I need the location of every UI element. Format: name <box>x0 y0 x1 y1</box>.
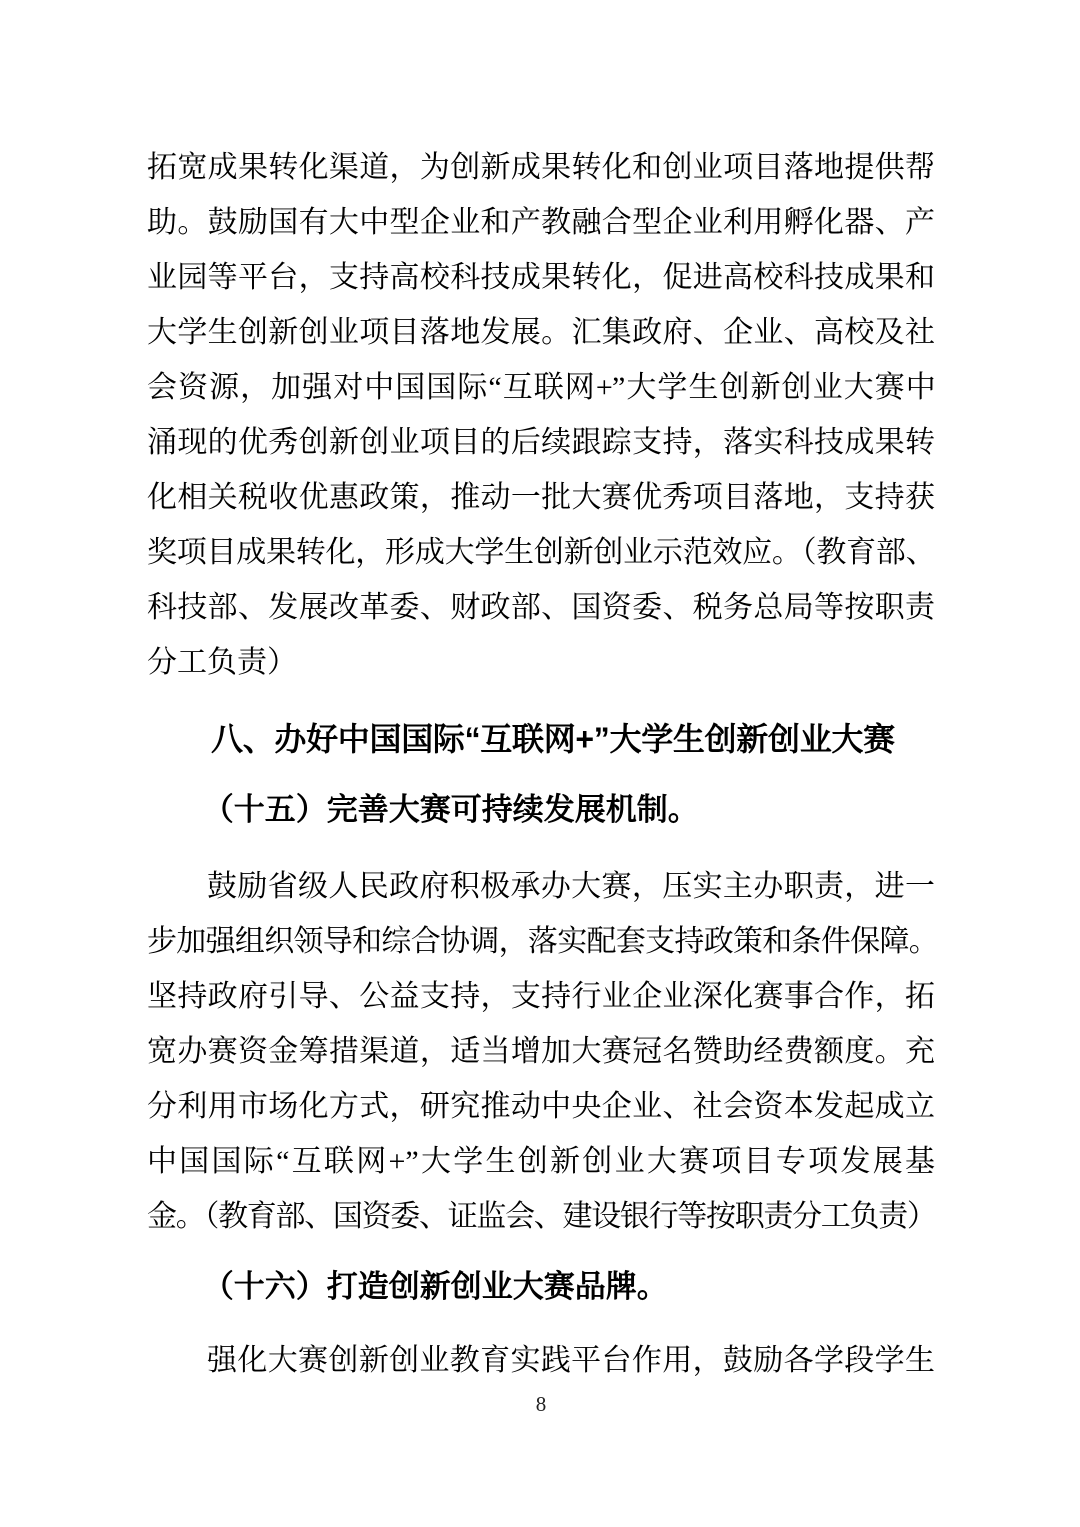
text-line: 拓宽成果转化渠道，为创新成果转化和创业项目落地提供帮 <box>147 151 935 184</box>
text-line: 中国国际“互联网+”大学生创新创业大赛项目专项发展基 <box>147 1145 935 1178</box>
text-line: 分利用市场化方式，研究推动中央企业、社会资本发起成立 <box>147 1090 935 1123</box>
paragraph-continuation <box>147 140 935 690</box>
text-line: 化相关税收优惠政策，推动一批大赛优秀项目落地，支持获 <box>147 481 935 514</box>
paragraph <box>147 1333 935 1388</box>
page-number: 8 <box>535 1392 547 1416</box>
text-line: 坚持政府引导、公益支持，支持行业企业深化赛事合作，拓 <box>147 980 935 1013</box>
text-line: 分工负责） <box>147 646 297 679</box>
paragraph <box>147 859 939 1244</box>
document-body <box>147 140 939 1416</box>
text-line: 宽办赛资金筹措渠道，适当增加大赛冠名赞助经费额度。充 <box>147 1035 935 1068</box>
text-line: 步加强组织领导和综合协调，落实配套支持政策和条件保障。 <box>147 925 939 958</box>
text-line: 强化大赛创新创业教育实践平台作用，鼓励各学段学生 <box>207 1344 935 1377</box>
text-line: 科技部、发展改革委、财政部、国资委、税务总局等按职责 <box>147 591 935 624</box>
text-line: 助。鼓励国有大中型企业和产教融合型企业利用孵化器、产 <box>147 206 935 239</box>
text-line: 大学生创新创业项目落地发展。汇集政府、企业、高校及社 <box>147 316 935 349</box>
text-line: 金。（教育部、国资委、证监会、建设银行等按职责分工负责） <box>147 1200 935 1233</box>
text-line: 涌现的优秀创新创业项目的后续跟踪支持，落实科技成果转 <box>147 426 935 459</box>
subsection-heading-16: （十六）打造创新创业大赛品牌。 <box>202 1269 668 1304</box>
subsection-heading-15: （十五）完善大赛可持续发展机制。 <box>202 792 699 827</box>
section-heading-8: 八、办好中国国际“互联网+”大学生创新创业大赛 <box>211 721 895 757</box>
text-line: 鼓励省级人民政府积极承办大赛，压实主办职责，进一 <box>207 870 935 903</box>
text-line: 会资源，加强对中国国际“互联网+”大学生创新创业大赛中 <box>147 371 935 404</box>
text-line: 奖项目成果转化，形成大学生创新创业示范效应。（教育部、 <box>147 536 935 569</box>
text-line: 业园等平台，支持高校科技成果转化，促进高校科技成果和 <box>147 261 935 294</box>
